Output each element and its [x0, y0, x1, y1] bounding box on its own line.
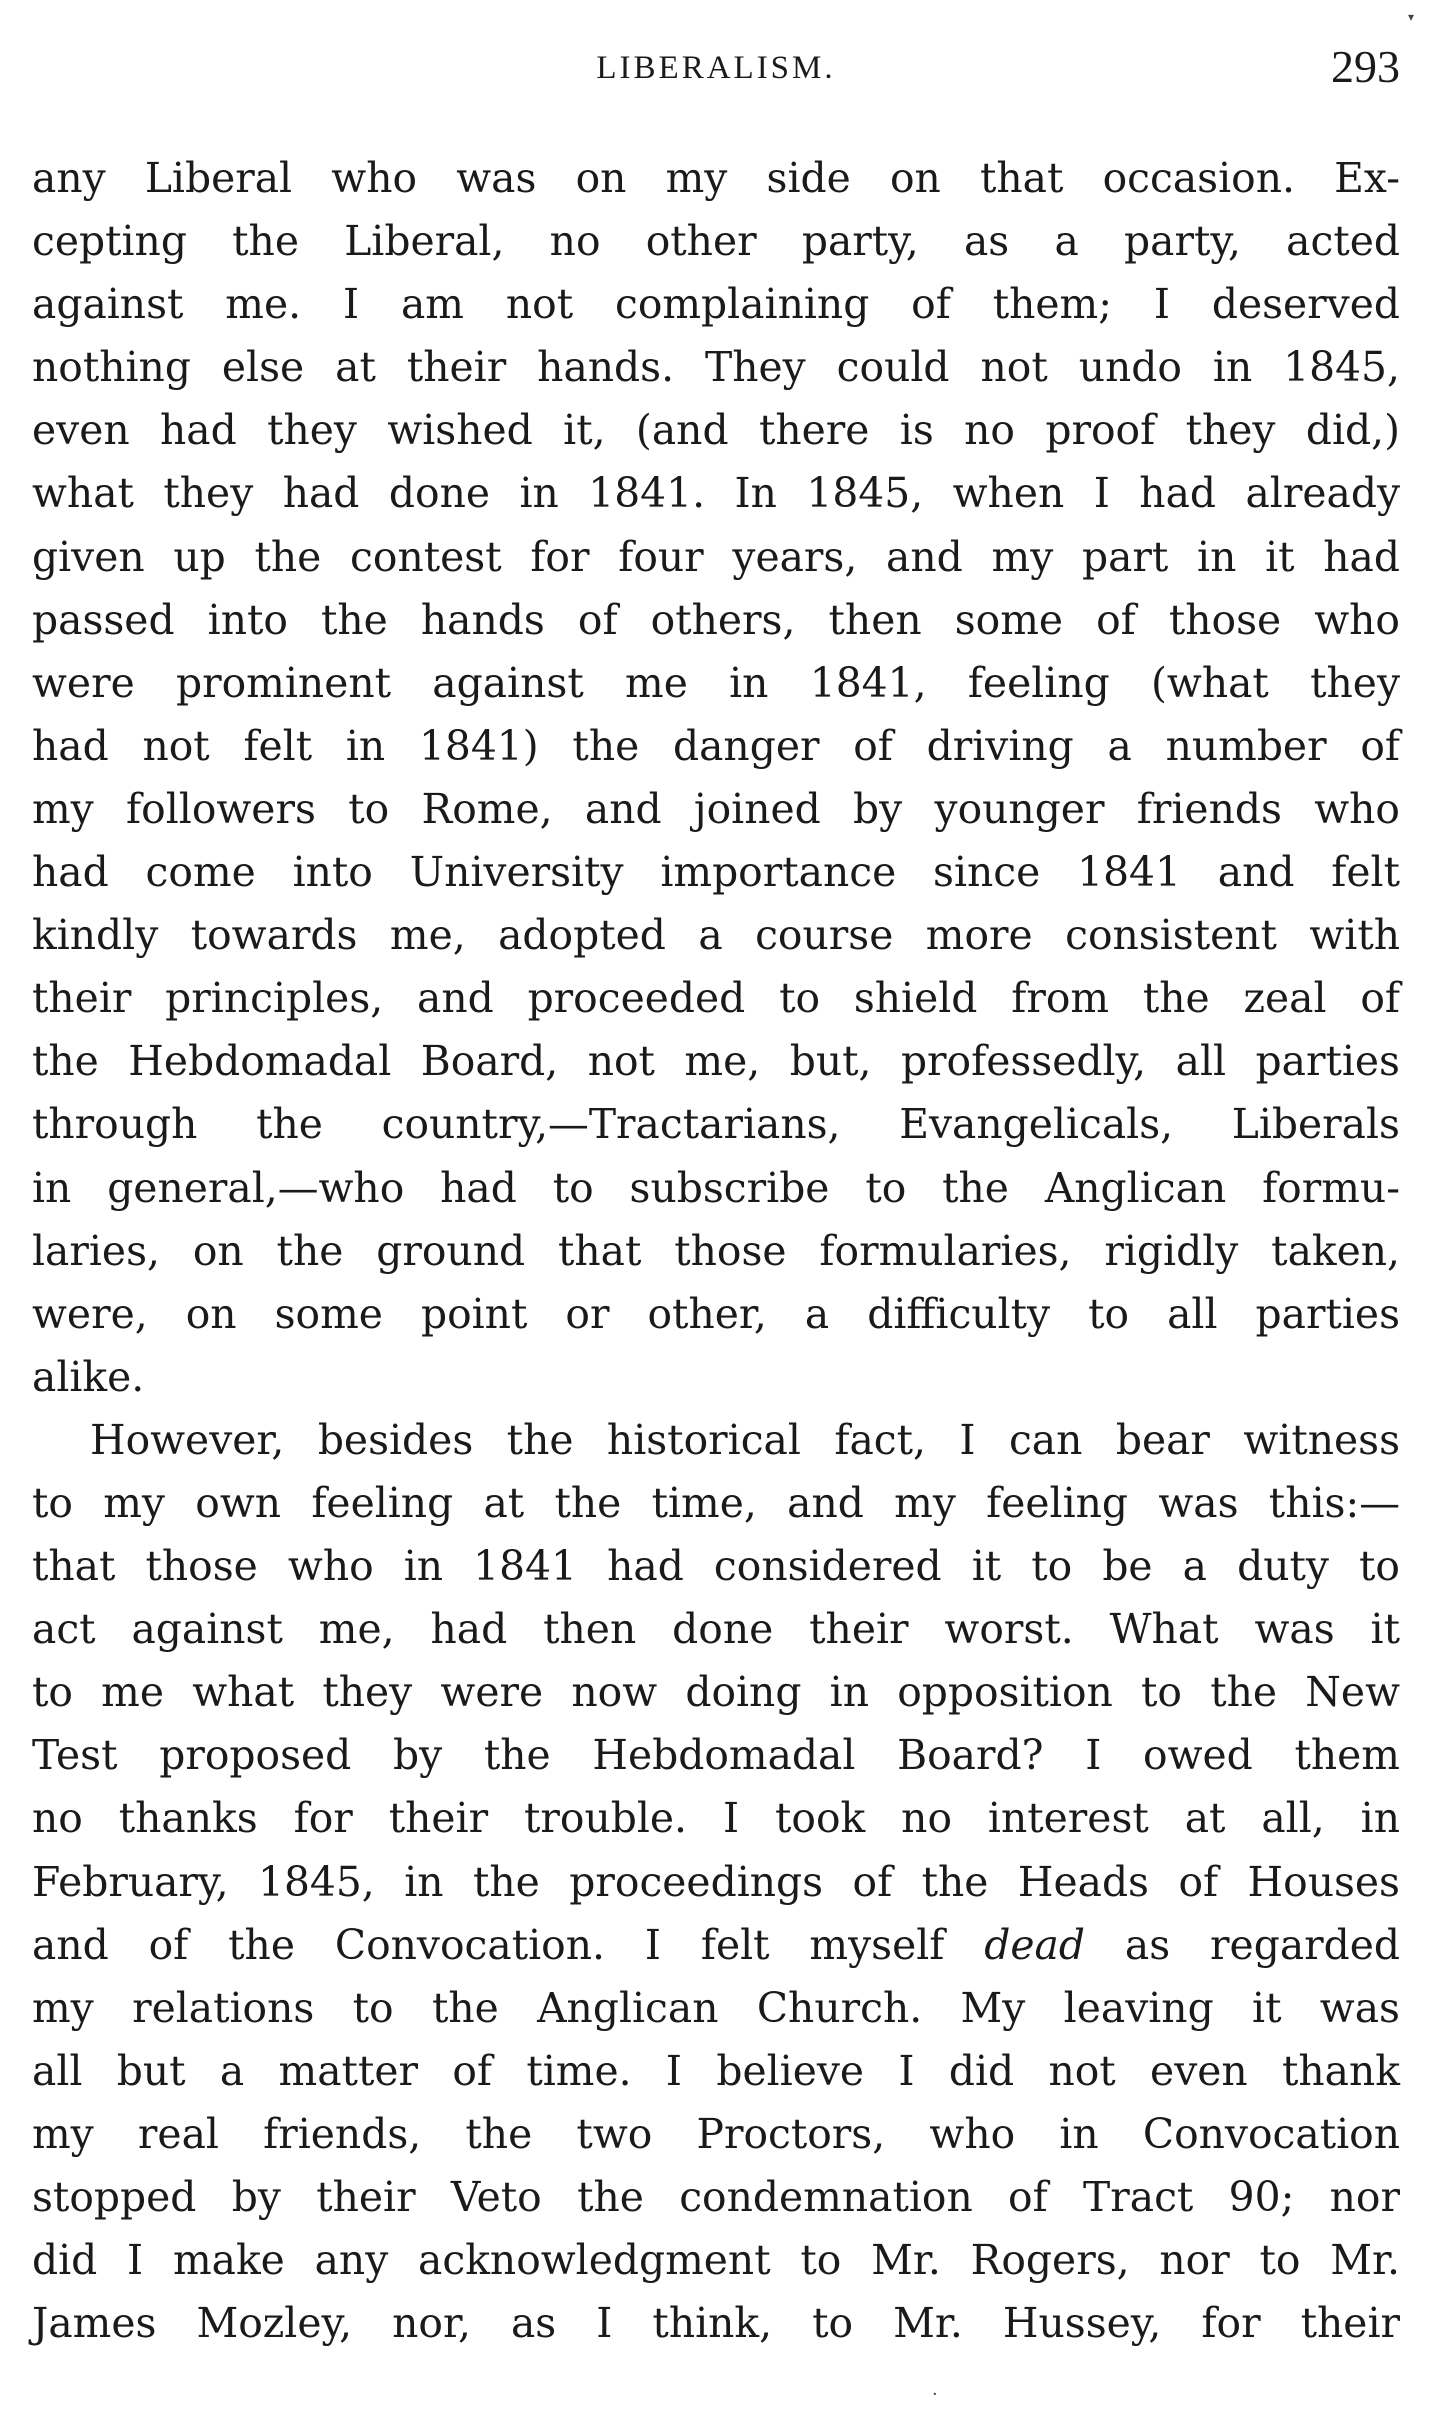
text-line: against me. I am not complaining of them; I deserved	[32, 280, 1400, 329]
text-line: stopped by their Veto the condemnation of Tract 90; nor	[32, 2173, 1400, 2221]
text-line: to my own feeling at the time, and my feeling was this:—	[32, 1478, 1400, 1527]
emphasized-word: dead	[984, 1920, 1085, 1969]
text-line: given up the contest for four years, and my part in it had	[32, 532, 1400, 581]
text-segment: and of the Convocation. I felt myself	[32, 1920, 945, 1969]
text-line: even had they wished it, (and there is no proof they did,)	[32, 406, 1400, 455]
text-line: James Mozley, nor, as I think, to Mr. Hussey, for their	[32, 2299, 1400, 2348]
body-text	[32, 147, 1400, 2355]
text-line: my real friends, the two Proctors, who in Convocation	[32, 2109, 1400, 2158]
text-line: passed into the hands of others, then some of those who	[32, 595, 1400, 644]
text-line: what they had done in 1841. In 1845, when I had already	[32, 469, 1400, 518]
page-number: 293	[1331, 41, 1400, 92]
text-line: laries, on the ground that those formularies, rigidly taken,	[32, 1226, 1400, 1275]
text-line: my relations to the Anglican Church. My leaving it was	[32, 1983, 1400, 2032]
text-line: were prominent against me in 1841, feeling (what they	[32, 658, 1400, 707]
text-line: kindly towards me, adopted a course more consistent with	[32, 911, 1400, 960]
bottom-mark: ·	[932, 2384, 938, 2405]
paragraph-end-line: alike.	[32, 1352, 145, 1401]
text-line: to me what they were now doing in opposition to the New	[32, 1668, 1400, 1717]
text-line: had not felt in 1841) the danger of driving a number of	[32, 721, 1400, 770]
text-line: did I make any acknowledgment to Mr. Rogers, nor to Mr.	[32, 2236, 1400, 2285]
text-line: through the country,—Tractarians, Evangelicals, Liberals	[32, 1100, 1400, 1149]
text-line: my followers to Rome, and joined by younger friends who	[32, 784, 1400, 833]
text-line: the Hebdomadal Board, not me, but, professedly, all parties	[32, 1037, 1400, 1086]
text-line: Test proposed by the Hebdomadal Board? I owed them	[32, 1731, 1400, 1780]
corner-mark: ▾	[1407, 10, 1414, 24]
running-title: LIBERALISM.	[596, 50, 836, 86]
text-line: that those who in 1841 had considered it to be a duty to	[32, 1542, 1400, 1591]
text-line: in general,—who had to subscribe to the Anglican formu-	[32, 1163, 1400, 1212]
text-line: February, 1845, in the proceedings of the Heads of Houses	[32, 1857, 1400, 1906]
text-line: had come into University importance since 1841 and felt	[32, 848, 1400, 897]
text-line: nothing else at their hands. They could not undo in 1845,	[32, 343, 1400, 392]
text-line: their principles, and proceeded to shield from the zeal of	[32, 974, 1400, 1023]
running-head	[32, 40, 1400, 100]
text-segment: as regarded	[1124, 1920, 1401, 1969]
text-line-with-emphasis	[32, 1914, 1400, 1977]
text-line: any Liberal who was on my side on that occasion. Ex-	[32, 154, 1400, 202]
text-line: were, on some point or other, a difficulty to all parties	[32, 1289, 1400, 1338]
text-line: no thanks for their trouble. I took no interest at all, in	[32, 1794, 1400, 1843]
text-line: cepting the Liberal, no other party, as a party, acted	[32, 217, 1400, 266]
text-line: act against me, had then done their worst. What was it	[32, 1605, 1400, 1654]
text-line: all but a matter of time. I believe I did not even thank	[32, 2046, 1400, 2095]
paragraph-start-line: However, besides the historical fact, I can bear witness	[90, 1415, 1400, 1464]
